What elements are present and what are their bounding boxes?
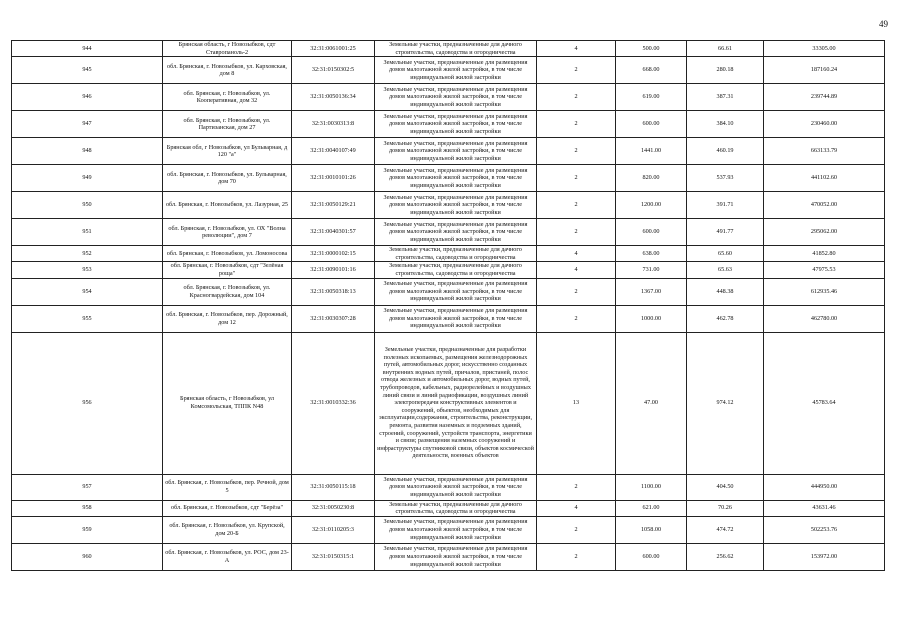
cadastral-value-table — [11, 40, 885, 571]
address-cell: обл. Брянская, г. Новозыбков, пер. Дорожный, дом 12 — [163, 305, 292, 332]
land-use-cell: Земельные участки, предназначенные для размещения домов малоэтажной жилой застройки, в том числе индивидуальной жилой застройки — [375, 57, 537, 84]
use-group-cell: 2 — [537, 278, 616, 305]
table-row — [12, 332, 885, 474]
specific-value-cell: 65.63 — [687, 262, 764, 278]
specific-value-cell: 387.31 — [687, 84, 764, 111]
use-group-cell: 2 — [537, 138, 616, 165]
area-cell: 668.00 — [616, 57, 687, 84]
area-cell: 621.00 — [616, 500, 687, 516]
row-number-cell: 947 — [12, 111, 163, 138]
use-group-cell: 2 — [537, 305, 616, 332]
specific-value-cell: 460.19 — [687, 138, 764, 165]
specific-value-cell: 280.18 — [687, 57, 764, 84]
area-cell: 600.00 — [616, 543, 687, 570]
address-cell: обл. Брянская, г. Новозыбков, пер. Речной, дом 5 — [163, 474, 292, 500]
specific-value-cell: 974.12 — [687, 332, 764, 474]
row-number-cell: 950 — [12, 192, 163, 219]
table-row — [12, 84, 885, 111]
table-row — [12, 192, 885, 219]
cadastral-value-cell: 470052.00 — [764, 192, 885, 219]
cadastral-number-cell: 32:31:0061001:25 — [292, 41, 375, 57]
address-cell: обл. Брянская, г. Новозыбков, ул. Красногвардейская, дом 104 — [163, 278, 292, 305]
area-cell: 1100.00 — [616, 474, 687, 500]
land-use-cell: Земельные участки, предназначенные для размещения домов малоэтажной жилой застройки, в том числе индивидуальной жилой застройки — [375, 543, 537, 570]
specific-value-cell: 491.77 — [687, 219, 764, 246]
cadastral-number-cell: 32:31:0050230:8 — [292, 500, 375, 516]
table-row — [12, 138, 885, 165]
use-group-cell: 2 — [537, 84, 616, 111]
land-use-cell: Земельные участки, предназначенные для дачного строительства, садоводства и огородничества — [375, 246, 537, 262]
land-use-cell: Земельные участки, предназначенные для размещения домов малоэтажной жилой застройки, в том числе индивидуальной жилой застройки — [375, 305, 537, 332]
cadastral-number-cell: 32:31:0150315:1 — [292, 543, 375, 570]
use-group-cell: 2 — [537, 516, 616, 543]
table-row — [12, 305, 885, 332]
cadastral-value-cell: 441102.60 — [764, 165, 885, 192]
cadastral-value-cell: 612935.46 — [764, 278, 885, 305]
row-number-cell: 959 — [12, 516, 163, 543]
specific-value-cell: 256.62 — [687, 543, 764, 570]
table-row — [12, 246, 885, 262]
address-cell: обл. Брянская, г. Новозыбков, ул. Крупской, дом 20-Б — [163, 516, 292, 543]
land-use-cell: Земельные участки, предназначенные для дачного строительства, садоводства и огородничества — [375, 41, 537, 57]
row-number-cell: 949 — [12, 165, 163, 192]
cadastral-value-cell: 230460.00 — [764, 111, 885, 138]
cadastral-number-cell: 32:31:0150302:5 — [292, 57, 375, 84]
use-group-cell: 2 — [537, 543, 616, 570]
cadastral-number-cell: 32:31:0030307:28 — [292, 305, 375, 332]
cadastral-value-cell: 33305.00 — [764, 41, 885, 57]
use-group-cell: 2 — [537, 165, 616, 192]
address-cell: обл. Брянская, г. Новозыбков, ул. Бульварная, дом 70 — [163, 165, 292, 192]
cadastral-value-cell: 239744.89 — [764, 84, 885, 111]
row-number-cell: 953 — [12, 262, 163, 278]
use-group-cell: 2 — [537, 111, 616, 138]
cadastral-value-cell: 47975.53 — [764, 262, 885, 278]
cadastral-value-cell: 153972.00 — [764, 543, 885, 570]
address-cell: обл. Брянская, г. Новозыбков, сдт "Зелёная роща" — [163, 262, 292, 278]
table-row — [12, 165, 885, 192]
row-number-cell: 955 — [12, 305, 163, 332]
table-row — [12, 57, 885, 84]
cadastral-value-cell: 41852.80 — [764, 246, 885, 262]
land-use-cell: Земельные участки, предназначенные для дачного строительства, садоводства и огородничества — [375, 500, 537, 516]
specific-value-cell: 66.61 — [687, 41, 764, 57]
row-number-cell: 956 — [12, 332, 163, 474]
land-use-cell: Земельные участки, предназначенные для размещения домов малоэтажной жилой застройки, в том числе индивидуальной жилой застройки — [375, 111, 537, 138]
table-row — [12, 262, 885, 278]
address-cell: Брянская область, г Новозыбков, сдт Ставропаноль-2 — [163, 41, 292, 57]
land-use-cell: Земельные участки, предназначенные для разработки полезных ископаемых, размещения железнодорожных путей, автомобильных дорог, искусственно созданных внутренних водных путей, причалов, пристаней, полос отвода железных и автомобильных дорог, водных путей, трубопроводов, кабельных, радиорелейных и воздушных линий связи и линий радиофикации, воздушных линий электропередачи конструктивных элементов и сооружений, объектов, необходимых для эксплуатации,содержания, строительства, реконструкции, ремонта, развития наземных и подземных зданий, строений, сооружений, устройств транспорта, энергетики и связи; размещения наземных сооружений и инфраструктуры спутниковой связи, объектов космической деятельности, военных объектов — [375, 332, 537, 474]
cadastral-value-cell: 444950.00 — [764, 474, 885, 500]
area-cell: 1441.00 — [616, 138, 687, 165]
cadastral-value-cell: 45783.64 — [764, 332, 885, 474]
specific-value-cell: 537.93 — [687, 165, 764, 192]
area-cell: 820.00 — [616, 165, 687, 192]
area-cell: 600.00 — [616, 111, 687, 138]
address-cell: Брянская область, г Новозыбков, ул Комсомольская, ТППК N48 — [163, 332, 292, 474]
use-group-cell: 4 — [537, 41, 616, 57]
specific-value-cell: 391.71 — [687, 192, 764, 219]
land-use-cell: Земельные участки, предназначенные для размещения домов малоэтажной жилой застройки, в том числе индивидуальной жилой застройки — [375, 474, 537, 500]
specific-value-cell: 65.60 — [687, 246, 764, 262]
specific-value-cell: 462.78 — [687, 305, 764, 332]
cadastral-number-cell: 32:31:0000102:15 — [292, 246, 375, 262]
row-number-cell: 944 — [12, 41, 163, 57]
address-cell: обл. Брянская, г. Новозыбков, ул. Кооперативная, дом 32 — [163, 84, 292, 111]
address-cell: обл. Брянская, г. Новозыбков, ул. Партизанская, дом 27 — [163, 111, 292, 138]
cadastral-value-cell: 462780.00 — [764, 305, 885, 332]
row-number-cell: 960 — [12, 543, 163, 570]
use-group-cell: 4 — [537, 500, 616, 516]
cadastral-number-cell: 32:31:0090101:16 — [292, 262, 375, 278]
use-group-cell: 4 — [537, 262, 616, 278]
use-group-cell: 13 — [537, 332, 616, 474]
table-row — [12, 111, 885, 138]
land-use-cell: Земельные участки, предназначенные для дачного строительства, садоводства и огородничества — [375, 262, 537, 278]
use-group-cell: 2 — [537, 474, 616, 500]
cadastral-number-cell: 32:31:0110205:3 — [292, 516, 375, 543]
table-row — [12, 219, 885, 246]
table-row — [12, 500, 885, 516]
cadastral-value-cell: 502253.76 — [764, 516, 885, 543]
row-number-cell: 948 — [12, 138, 163, 165]
cadastral-value-cell: 295062.00 — [764, 219, 885, 246]
page-number: 49 — [879, 19, 888, 29]
land-use-cell: Земельные участки, предназначенные для размещения домов малоэтажной жилой застройки, в том числе индивидуальной жилой застройки — [375, 192, 537, 219]
row-number-cell: 951 — [12, 219, 163, 246]
area-cell: 47.00 — [616, 332, 687, 474]
address-cell: обл. Брянская, г. Новозыбков, ул. Ломоносова — [163, 246, 292, 262]
cadastral-number-cell: 32:31:0050136:34 — [292, 84, 375, 111]
table-row — [12, 516, 885, 543]
cadastral-value-cell: 663133.79 — [764, 138, 885, 165]
land-use-cell: Земельные участки, предназначенные для размещения домов малоэтажной жилой застройки, в том числе индивидуальной жилой застройки — [375, 219, 537, 246]
cadastral-number-cell: 32:31:0030313:8 — [292, 111, 375, 138]
use-group-cell: 2 — [537, 57, 616, 84]
cadastral-number-cell: 32:31:0010101:26 — [292, 165, 375, 192]
row-number-cell: 945 — [12, 57, 163, 84]
land-use-cell: Земельные участки, предназначенные для размещения домов малоэтажной жилой застройки, в том числе индивидуальной жилой застройки — [375, 278, 537, 305]
cadastral-number-cell: 32:31:0050115:18 — [292, 474, 375, 500]
area-cell: 600.00 — [616, 219, 687, 246]
use-group-cell: 2 — [537, 219, 616, 246]
row-number-cell: 946 — [12, 84, 163, 111]
table-body — [12, 41, 885, 571]
address-cell: обл. Брянская, г. Новозыбков, ул. ОХ "Волна революции", дом 7 — [163, 219, 292, 246]
table-row — [12, 278, 885, 305]
cadastral-number-cell: 32:31:0010332:36 — [292, 332, 375, 474]
area-cell: 731.00 — [616, 262, 687, 278]
address-cell: обл. Брянская, г. Новозыбков, сдт "Берёза" — [163, 500, 292, 516]
area-cell: 1367.00 — [616, 278, 687, 305]
area-cell: 638.00 — [616, 246, 687, 262]
address-cell: обл. Брянская, г. Новозыбков, ул. Карховская, дом 8 — [163, 57, 292, 84]
use-group-cell: 4 — [537, 246, 616, 262]
row-number-cell: 957 — [12, 474, 163, 500]
table-row — [12, 474, 885, 500]
specific-value-cell: 384.10 — [687, 111, 764, 138]
table-row — [12, 41, 885, 57]
area-cell: 500.00 — [616, 41, 687, 57]
use-group-cell: 2 — [537, 192, 616, 219]
specific-value-cell: 70.26 — [687, 500, 764, 516]
land-use-cell: Земельные участки, предназначенные для размещения домов малоэтажной жилой застройки, в том числе индивидуальной жилой застройки — [375, 138, 537, 165]
address-cell: Брянская обл, г Новозыбков, ул Бульварная, д 120 "а" — [163, 138, 292, 165]
cadastral-value-cell: 187160.24 — [764, 57, 885, 84]
row-number-cell: 952 — [12, 246, 163, 262]
land-use-cell: Земельные участки, предназначенные для размещения домов малоэтажной жилой застройки, в том числе индивидуальной жилой застройки — [375, 516, 537, 543]
cadastral-number-cell: 32:31:0050129:21 — [292, 192, 375, 219]
table-row — [12, 543, 885, 570]
area-cell: 1000.00 — [616, 305, 687, 332]
area-cell: 1058.00 — [616, 516, 687, 543]
row-number-cell: 954 — [12, 278, 163, 305]
cadastral-value-cell: 43631.46 — [764, 500, 885, 516]
area-cell: 619.00 — [616, 84, 687, 111]
specific-value-cell: 448.38 — [687, 278, 764, 305]
specific-value-cell: 474.72 — [687, 516, 764, 543]
specific-value-cell: 404.50 — [687, 474, 764, 500]
address-cell: обл. Брянская, г. Новозыбков, ул. РОС, дом 23-А — [163, 543, 292, 570]
cadastral-number-cell: 32:31:0040301:57 — [292, 219, 375, 246]
cadastral-number-cell: 32:31:0050318:13 — [292, 278, 375, 305]
row-number-cell: 958 — [12, 500, 163, 516]
address-cell: обл. Брянская, г. Новозыбков, ул. Лазурная, 25 — [163, 192, 292, 219]
area-cell: 1200.00 — [616, 192, 687, 219]
cadastral-number-cell: 32:31:0040107:49 — [292, 138, 375, 165]
land-use-cell: Земельные участки, предназначенные для размещения домов малоэтажной жилой застройки, в том числе индивидуальной жилой застройки — [375, 165, 537, 192]
land-use-cell: Земельные участки, предназначенные для размещения домов малоэтажной жилой застройки, в том числе индивидуальной жилой застройки — [375, 84, 537, 111]
